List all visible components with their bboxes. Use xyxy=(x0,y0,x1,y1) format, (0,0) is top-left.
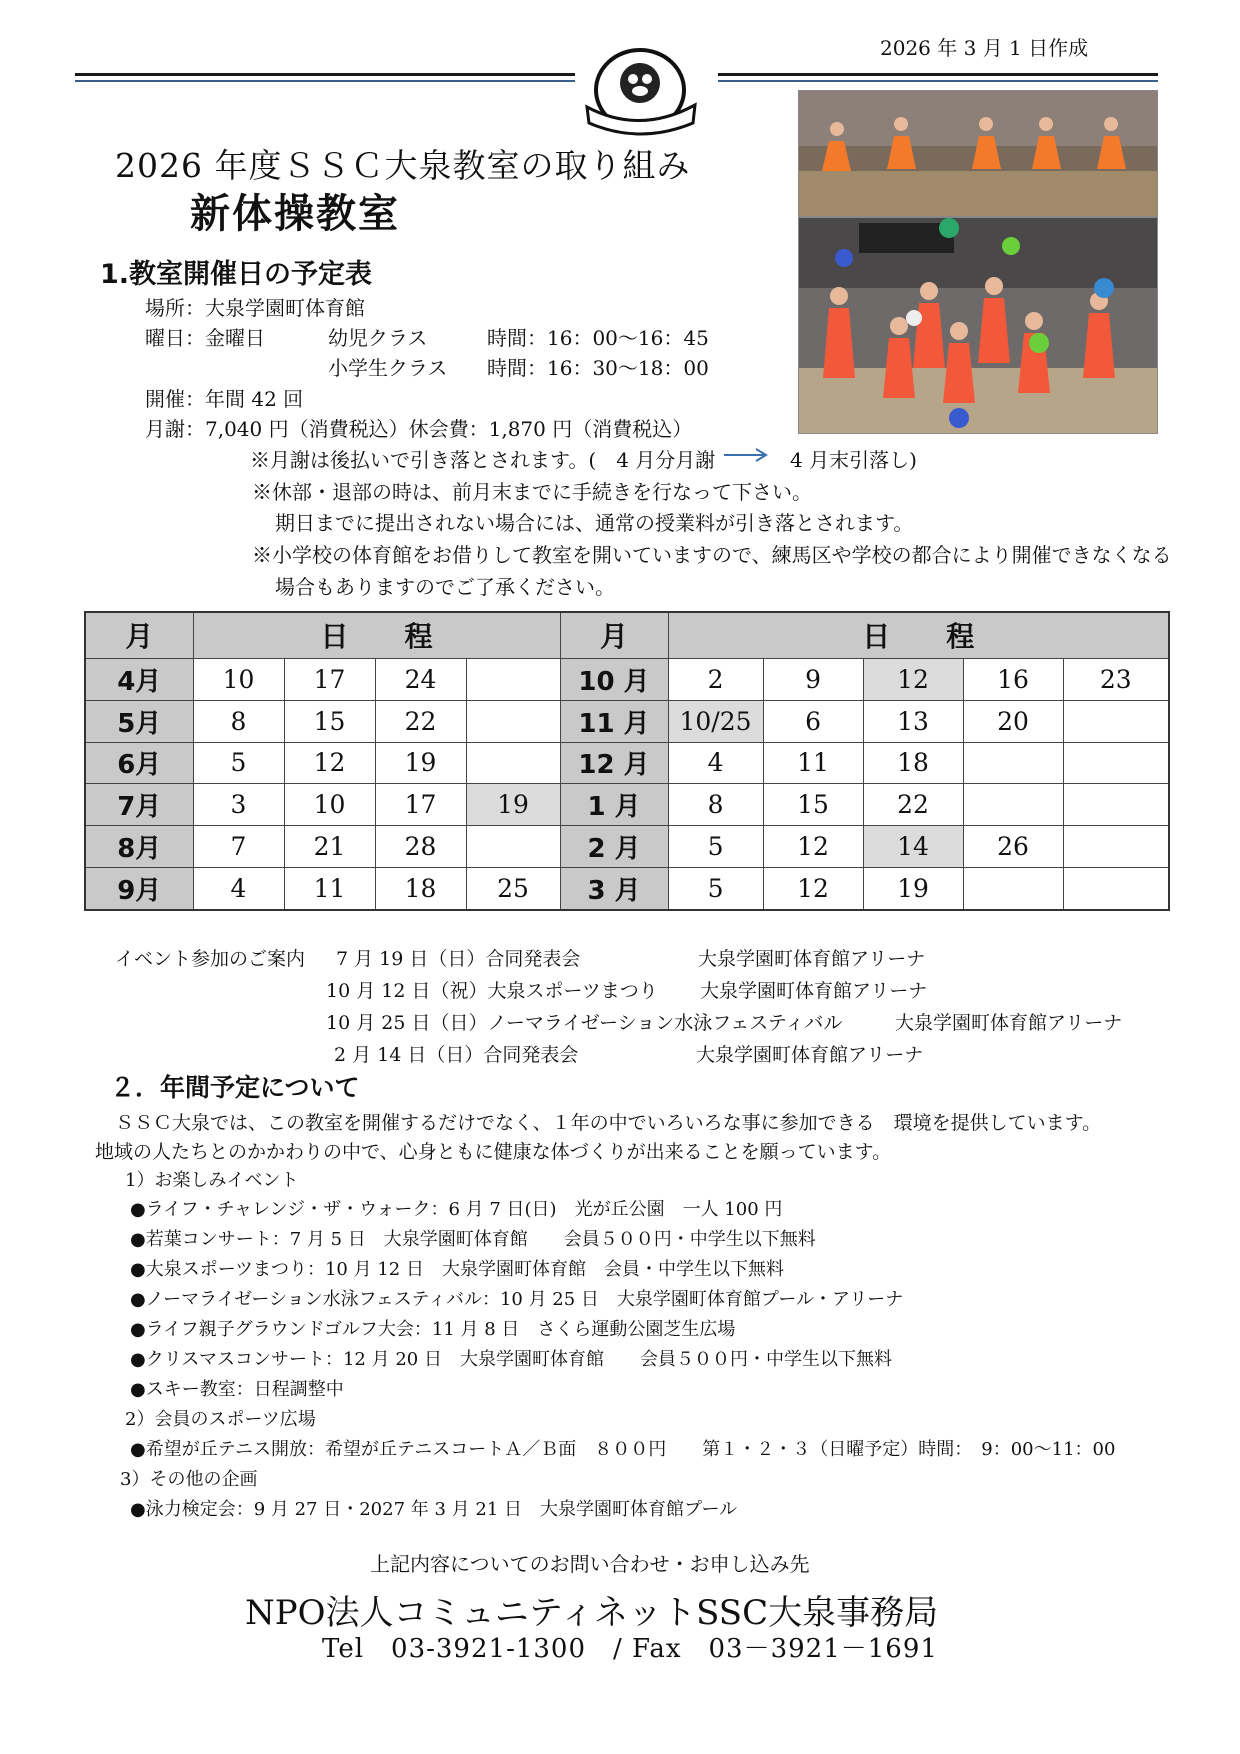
contact-intro: 上記内容についてのお問い合わせ・お申し込み先 xyxy=(370,1552,810,1576)
date-cell: 28 xyxy=(375,826,466,868)
date-cell xyxy=(466,742,560,784)
month-cell: 10 月 xyxy=(560,658,668,700)
date-cell: 22 xyxy=(375,700,466,742)
sub-heading-other: 3）その他の企画 xyxy=(120,1469,258,1490)
event-place: 大泉学園町体育館アリーナ xyxy=(696,1044,924,1066)
date-cell: 5 xyxy=(193,742,284,784)
list-item: ●スキー教室：日程調整中 xyxy=(130,1379,344,1400)
fee: 月謝：7,040 円（消費税込）休会費：1,870 円（消費税込） xyxy=(145,417,693,441)
schedule-header-row xyxy=(85,612,1169,658)
event-place: 大泉学園町体育館アリーナ xyxy=(895,1012,1123,1034)
photo-performance-1 xyxy=(798,90,1158,217)
date-cell: 15 xyxy=(763,784,863,826)
date-cell: 11 xyxy=(284,868,375,910)
schedule-row xyxy=(85,784,1169,826)
section2-heading: ２．年間予定について xyxy=(110,1073,360,1102)
date-cell: 26 xyxy=(963,826,1063,868)
list-item: ●ノーマライゼーション水泳フェスティバル：10 月 25 日 大泉学園町体育館プール・アリーナ xyxy=(130,1289,904,1310)
schedule-table xyxy=(84,611,1170,911)
date-cell: 6 xyxy=(763,700,863,742)
note-school: ※小学校の体育館をお借りして教室を開いていますので、練馬区や学校の都合により開催できなくなる xyxy=(252,543,1172,567)
date-cell: 4 xyxy=(193,868,284,910)
event-date: 10 月 12 日（祝）大泉スポーツまつり xyxy=(326,980,658,1002)
date-cell: 23 xyxy=(1063,658,1169,700)
note-school-2: 場合もありますのでご了承ください。 xyxy=(275,575,615,599)
date-cell xyxy=(466,700,560,742)
ssc-logo xyxy=(575,45,705,140)
date-cell-event: 10/25 xyxy=(668,700,763,742)
month-cell: 5月 xyxy=(85,700,193,742)
created-date: 2026 年 3 月 1 日作成 xyxy=(880,36,1089,60)
list-item: ●泳力検定会：9 月 27 日・2027 年 3 月 21 日 大泉学園町体育館プール xyxy=(130,1499,738,1520)
date-cell: 25 xyxy=(466,868,560,910)
month-cell: 7月 xyxy=(85,784,193,826)
date-cell: 10 xyxy=(284,784,375,826)
date-cell xyxy=(1063,700,1169,742)
date-cell: 5 xyxy=(668,868,763,910)
list-item: ●ライフ・チャレンジ・ザ・ウォーク：6 月 7 日(日) 光が丘公園 一人 100 円 xyxy=(130,1199,783,1220)
date-cell: 17 xyxy=(284,658,375,700)
event-place: 大泉学園町体育館アリーナ xyxy=(698,948,926,970)
date-cell xyxy=(1063,742,1169,784)
page-title: 2026 年度ＳＳＣ大泉教室の取り組み xyxy=(115,146,691,185)
date-cell xyxy=(1063,868,1169,910)
event-date: 2 月 14 日（日）合同発表会 xyxy=(334,1044,579,1066)
date-cell: 18 xyxy=(375,868,466,910)
date-cell: 16 xyxy=(963,658,1063,700)
schedule-row xyxy=(85,700,1169,742)
month-cell: 4月 xyxy=(85,658,193,700)
note-payment: ※月謝は後払いで引き落とされます。( 4 月分月謝 xyxy=(250,448,716,472)
date-cell-event: 19 xyxy=(466,784,560,826)
date-cell: 12 xyxy=(763,868,863,910)
month-cell: 8月 xyxy=(85,826,193,868)
sessions: 開催：年間 42 回 xyxy=(145,387,304,411)
arrow-icon xyxy=(722,447,770,467)
note-payment-b: 4 月末引落し) xyxy=(790,448,917,472)
schedule-row xyxy=(85,826,1169,868)
date-cell: 18 xyxy=(863,742,963,784)
date-cell: 7 xyxy=(193,826,284,868)
date-cell xyxy=(1063,826,1169,868)
contact-phone: Tel 03-3921-1300 / Fax 03－3921－1691 xyxy=(322,1634,938,1664)
event-place: 大泉学園町体育館アリーナ xyxy=(700,980,928,1002)
class2-name: 小学生クラス xyxy=(328,356,448,380)
note-withdraw: ※休部・退部の時は、前月末までに手続きを行なって下さい。 xyxy=(252,480,812,504)
date-cell: 15 xyxy=(284,700,375,742)
header-dates-right: 日 程 xyxy=(668,612,1169,658)
date-cell: 12 xyxy=(763,826,863,868)
day: 曜日：金曜日 xyxy=(145,326,265,350)
list-item: ●若葉コンサート：7 月 5 日 大泉学園町体育館 会員５００円・中学生以下無料 xyxy=(130,1229,816,1250)
section1-heading: 1.教室開催日の予定表 xyxy=(100,259,373,290)
list-item: ●ライフ親子グラウンドゴルフ大会：11 月 8 日 さくら運動公園芝生広場 xyxy=(130,1319,736,1340)
month-cell: 1 月 xyxy=(560,784,668,826)
date-cell xyxy=(466,826,560,868)
month-cell: 3 月 xyxy=(560,868,668,910)
events-label: イベント参加のご案内 xyxy=(115,948,306,970)
sub-heading-fun: 1）お楽しみイベント xyxy=(125,1170,299,1191)
schedule-row xyxy=(85,658,1169,700)
date-cell: 8 xyxy=(668,784,763,826)
date-cell-event: 14 xyxy=(863,826,963,868)
header-dates-left: 日 程 xyxy=(193,612,560,658)
section2-para1: ＳＳＣ大泉では、この教室を開催するだけでなく、１年の中でいろいろな事に参加できる 環境を提供しています。 xyxy=(115,1112,1102,1134)
date-cell: 5 xyxy=(668,826,763,868)
page-subtitle: 新体操教室 xyxy=(190,191,400,237)
date-cell xyxy=(466,658,560,700)
event-date: 7 月 19 日（日）合同発表会 xyxy=(336,948,581,970)
date-cell: 8 xyxy=(193,700,284,742)
date-cell: 11 xyxy=(763,742,863,784)
month-cell: 11 月 xyxy=(560,700,668,742)
date-cell: 19 xyxy=(375,742,466,784)
date-cell-event: 12 xyxy=(863,658,963,700)
list-item: ●希望が丘テニス開放：希望が丘テニスコートＡ／Ｂ面 ８００円 第１・２・３（日曜予定）時間： 9：00～11：00 xyxy=(130,1439,1116,1460)
date-cell xyxy=(963,784,1063,826)
date-cell: 24 xyxy=(375,658,466,700)
note-deadline: 期日までに提出されない場合には、通常の授業料が引き落とされます。 xyxy=(275,511,914,535)
date-cell xyxy=(963,742,1063,784)
month-cell: 12 月 xyxy=(560,742,668,784)
date-cell: 13 xyxy=(863,700,963,742)
date-cell: 21 xyxy=(284,826,375,868)
date-cell: 20 xyxy=(963,700,1063,742)
header-rule-right xyxy=(718,73,1158,76)
schedule-row xyxy=(85,742,1169,784)
section2-para2: 地域の人たちとのかかわりの中で、心身ともに健康な体づくりが出来ることを願っています。 xyxy=(95,1141,892,1163)
month-cell: 2 月 xyxy=(560,826,668,868)
date-cell: 9 xyxy=(763,658,863,700)
date-cell xyxy=(1063,784,1169,826)
class1-name: 幼児クラス xyxy=(328,326,428,350)
header-month-right: 月 xyxy=(560,612,668,658)
date-cell: 17 xyxy=(375,784,466,826)
header-rule-left xyxy=(75,73,575,76)
event-date: 10 月 25 日（日）ノーマライゼーション水泳フェスティバル xyxy=(326,1012,843,1034)
venue: 場所：大泉学園町体育館 xyxy=(145,296,365,320)
date-cell: 22 xyxy=(863,784,963,826)
month-cell: 6月 xyxy=(85,742,193,784)
date-cell: 10 xyxy=(193,658,284,700)
header-rule-right-blue xyxy=(718,80,1158,82)
date-cell: 4 xyxy=(668,742,763,784)
date-cell: 3 xyxy=(193,784,284,826)
date-cell: 12 xyxy=(284,742,375,784)
list-item: ●大泉スポーツまつり：10 月 12 日 大泉学園町体育館 会員・中学生以下無料 xyxy=(130,1259,784,1280)
date-cell: 19 xyxy=(863,868,963,910)
header-month-left: 月 xyxy=(85,612,193,658)
date-cell xyxy=(963,868,1063,910)
sub-heading-sports: 2）会員のスポーツ広場 xyxy=(125,1409,316,1430)
month-cell: 9月 xyxy=(85,868,193,910)
header-rule-left-blue xyxy=(75,80,575,82)
class2-time: 時間：16：30～18：00 xyxy=(487,356,709,380)
schedule-row xyxy=(85,868,1169,910)
date-cell: 2 xyxy=(668,658,763,700)
contact-org: NPO法人コミュニティネットSSC大泉事務局 xyxy=(245,1593,939,1633)
class1-time: 時間：16：00～16：45 xyxy=(487,326,709,350)
photo-performance-2 xyxy=(798,217,1158,434)
list-item: ●クリスマスコンサート：12 月 20 日 大泉学園町体育館 会員５００円・中学生以下無料 xyxy=(130,1349,892,1370)
